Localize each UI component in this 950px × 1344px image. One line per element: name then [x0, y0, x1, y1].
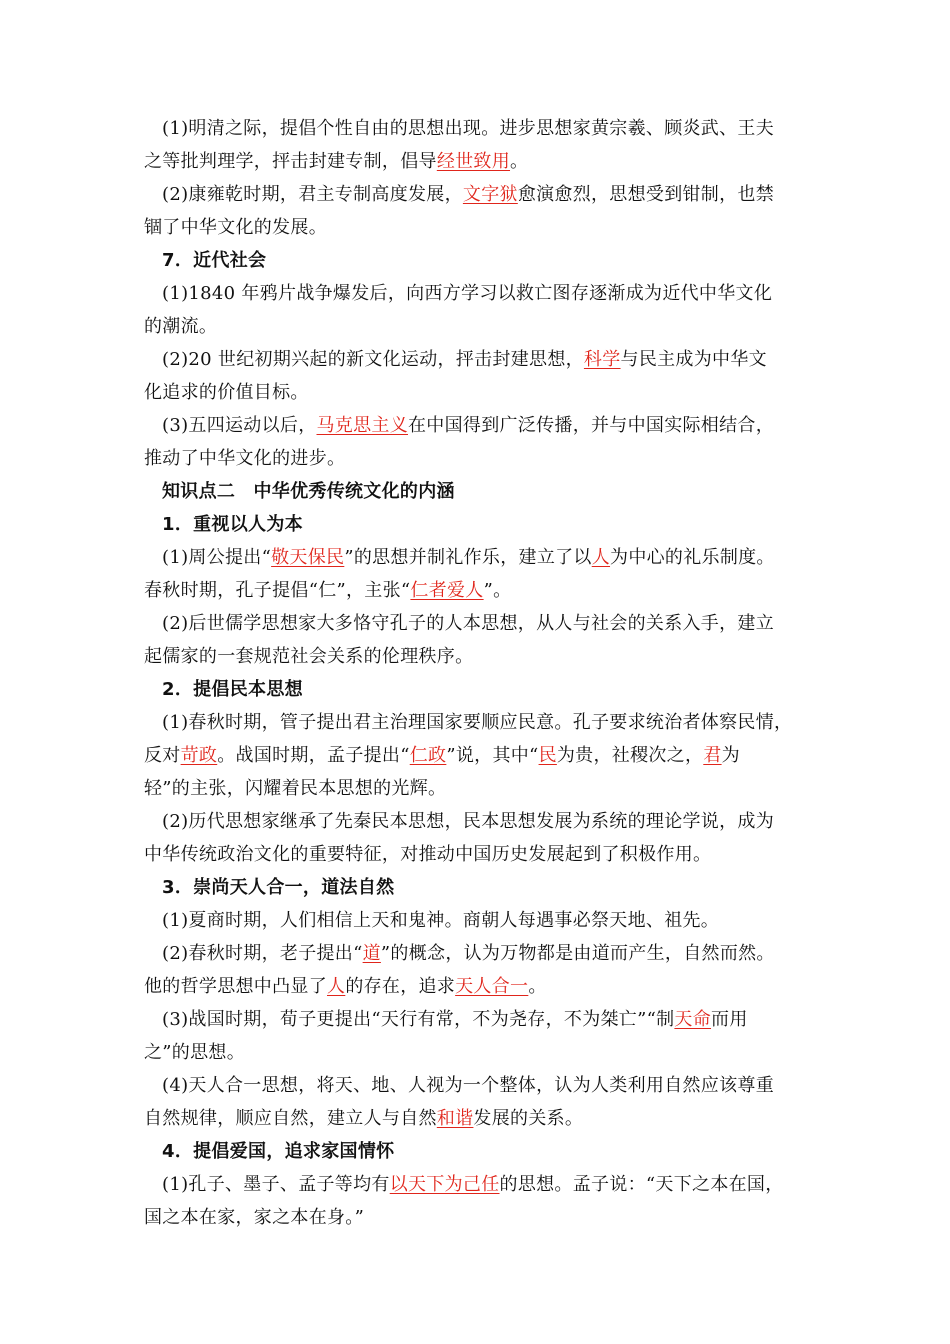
text: 国之本在家，家之本在身。”: [144, 1207, 365, 1228]
text-line: [144, 970, 808, 1003]
text: 之等批判理学，抨击封建专制，倡导: [144, 151, 437, 172]
text-line: [144, 310, 808, 343]
text: (4)天人合一思想，将天、地、人视为一个整体，认为人类利用自然应该尊重: [162, 1075, 774, 1096]
text: 自然规律，顺应自然，建立人与自然: [144, 1108, 437, 1129]
text-line: [144, 706, 808, 739]
text-line: [144, 277, 808, 310]
text: (1)孔子、墨子、孟子等均有: [162, 1174, 390, 1195]
text: 的存在，追求: [345, 976, 456, 997]
answer-blank: 和谐: [436, 1108, 474, 1129]
answer-blank: 君: [703, 745, 722, 766]
text-line: [144, 1069, 808, 1102]
answer-blank: 民: [538, 745, 557, 766]
answer-blank: 仁政: [409, 745, 447, 766]
text-line: [144, 343, 808, 376]
answer-blank: 苛政: [180, 745, 218, 766]
paragraph-confucian: [144, 607, 808, 673]
text-line: [144, 937, 808, 970]
text: 为中心的礼乐制度。: [610, 547, 775, 568]
text: 中华传统政治文化的重要特征，对推动中国历史发展起到了积极作用。: [144, 844, 712, 865]
text-line: [144, 1201, 808, 1234]
text: (1)明清之际，提倡个性自由的思想出现。进步思想家黄宗羲、顾炎武、王夫: [162, 118, 774, 139]
text: 愈演愈烈，思想受到钳制，也禁: [517, 184, 775, 205]
paragraph-xunzi: [144, 1003, 808, 1069]
text: (2)历代思想家继承了先秦民本思想，民本思想发展为系统的理论学说，成为: [162, 811, 774, 832]
answer-blank: 天人合一: [455, 976, 529, 997]
text: (2)春秋时期，老子提出“: [162, 943, 363, 964]
text-line: [144, 607, 808, 640]
text: ”的概念，认为万物都是由道而产生，自然而然。: [380, 943, 775, 964]
section-heading: 4．提倡爱国，追求家国情怀: [162, 1141, 395, 1162]
text: (2)后世儒学思想家大多恪守孔子的人本思想，从人与社会的关系入手，建立: [162, 613, 774, 634]
text-line: [144, 640, 808, 673]
paragraph-ming-qing: [144, 112, 808, 178]
paragraph-1840: [144, 277, 808, 343]
text-line: [144, 1036, 808, 1069]
text-line: [144, 838, 808, 871]
paragraph-minben: [144, 805, 808, 871]
text-line: [144, 1168, 808, 1201]
text: ”。: [483, 580, 512, 601]
text: 推动了中华文化的进步。: [144, 448, 346, 469]
text: (1)周公提出“: [162, 547, 272, 568]
paragraph-xiashang: [144, 904, 808, 937]
text: 在中国得到广泛传播，并与中国实际相结合，: [408, 415, 774, 436]
paragraph-new-culture: [144, 343, 808, 409]
answer-blank: 人: [591, 547, 611, 568]
text-line: [144, 145, 808, 178]
answer-blank: 以天下为己任: [389, 1174, 500, 1195]
text: 化追求的价值目标。: [144, 382, 309, 403]
answer-blank: 经世致用: [436, 151, 511, 172]
text-line: [144, 442, 808, 475]
paragraph-may-fourth: [144, 409, 808, 475]
text: 他的哲学思想中凸显了: [144, 976, 327, 997]
text-line: [144, 805, 808, 838]
paragraph-zhougong: [144, 541, 808, 607]
section-heading: 2．提倡民本思想: [162, 679, 303, 700]
text: ”说，其中“: [446, 745, 539, 766]
document-body: [144, 112, 808, 1234]
text-line: [144, 211, 808, 244]
text-line: [144, 1102, 808, 1135]
text: 锢了中华文化的发展。: [144, 217, 327, 238]
text: 的潮流。: [144, 316, 218, 337]
text-line: [144, 376, 808, 409]
text-line: [144, 904, 808, 937]
text: (1)夏商时期，人们相信上天和鬼神。商朝人每遇事必祭天地、祖先。: [162, 910, 720, 931]
paragraph-guanzi: [144, 706, 808, 805]
text-line: [144, 772, 808, 805]
text-line: [144, 112, 808, 145]
text: 与民主成为中华文: [620, 349, 767, 370]
text: 之”的思想。: [144, 1042, 246, 1063]
section-heading: 1．重视以人为本: [162, 514, 303, 535]
text: 为: [721, 745, 740, 766]
text: (2)20 世纪初期兴起的新文化运动，抨击封建思想，: [162, 349, 584, 370]
text: ”的思想并制礼作乐，建立了以: [344, 547, 592, 568]
text-line: [144, 1003, 808, 1036]
paragraph-patriotism: [144, 1168, 808, 1234]
answer-blank: 敬天保民: [271, 547, 345, 568]
text-line: [144, 178, 808, 211]
text: 春秋时期，孔子提倡“仁”，主张“: [144, 580, 411, 601]
answer-blank: 科学: [583, 349, 621, 370]
text: 起儒家的一套规范社会关系的伦理秩序。: [144, 646, 474, 667]
text: (3)五四运动以后，: [162, 415, 317, 436]
answer-blank: 文字狱: [462, 184, 518, 205]
text: 发展的关系。: [473, 1108, 584, 1129]
text-line: [144, 739, 808, 772]
text: 反对: [144, 745, 181, 766]
text: (2)康雍乾时期，君主专制高度发展，: [162, 184, 463, 205]
text: 。: [510, 151, 529, 172]
text-line: [144, 574, 808, 607]
text: (3)战国时期，荀子更提出“天行有常，不为尧存，不为桀亡”“制: [162, 1009, 675, 1030]
answer-blank: 人: [327, 976, 346, 997]
answer-blank: 道: [362, 943, 381, 964]
answer-blank: 马克思主义: [316, 415, 408, 436]
text: 而用: [711, 1009, 748, 1030]
text: (1)春秋时期，管子提出君主治理国家要顺应民意。孔子要求统治者体察民情，: [162, 712, 793, 733]
answer-blank: 天命: [674, 1009, 712, 1030]
text: 。战国时期，孟子提出“: [217, 745, 410, 766]
section-heading: 3．崇尚天人合一，道法自然: [162, 877, 395, 898]
paragraph-kangyongqian: [144, 178, 808, 244]
paragraph-tianren: [144, 1069, 808, 1135]
paragraph-laozi: [144, 937, 808, 1003]
text: 轻”的主张，闪耀着民本思想的光辉。: [144, 778, 447, 799]
text-line: [144, 541, 808, 574]
text-line: [144, 409, 808, 442]
knowledge-point-heading: 知识点二 中华优秀传统文化的内涵: [162, 481, 455, 502]
section-heading: 7．近代社会: [162, 250, 267, 271]
answer-blank: 仁者爱人: [410, 580, 484, 601]
text: 的思想。孟子说：“天下之本在国，: [499, 1174, 784, 1195]
text: (1)1840 年鸦片战争爆发后，向西方学习以救亡图存逐渐成为近代中华文化: [162, 283, 773, 304]
text: 。: [528, 976, 547, 997]
text: 为贵，社稷次之，: [556, 745, 704, 766]
